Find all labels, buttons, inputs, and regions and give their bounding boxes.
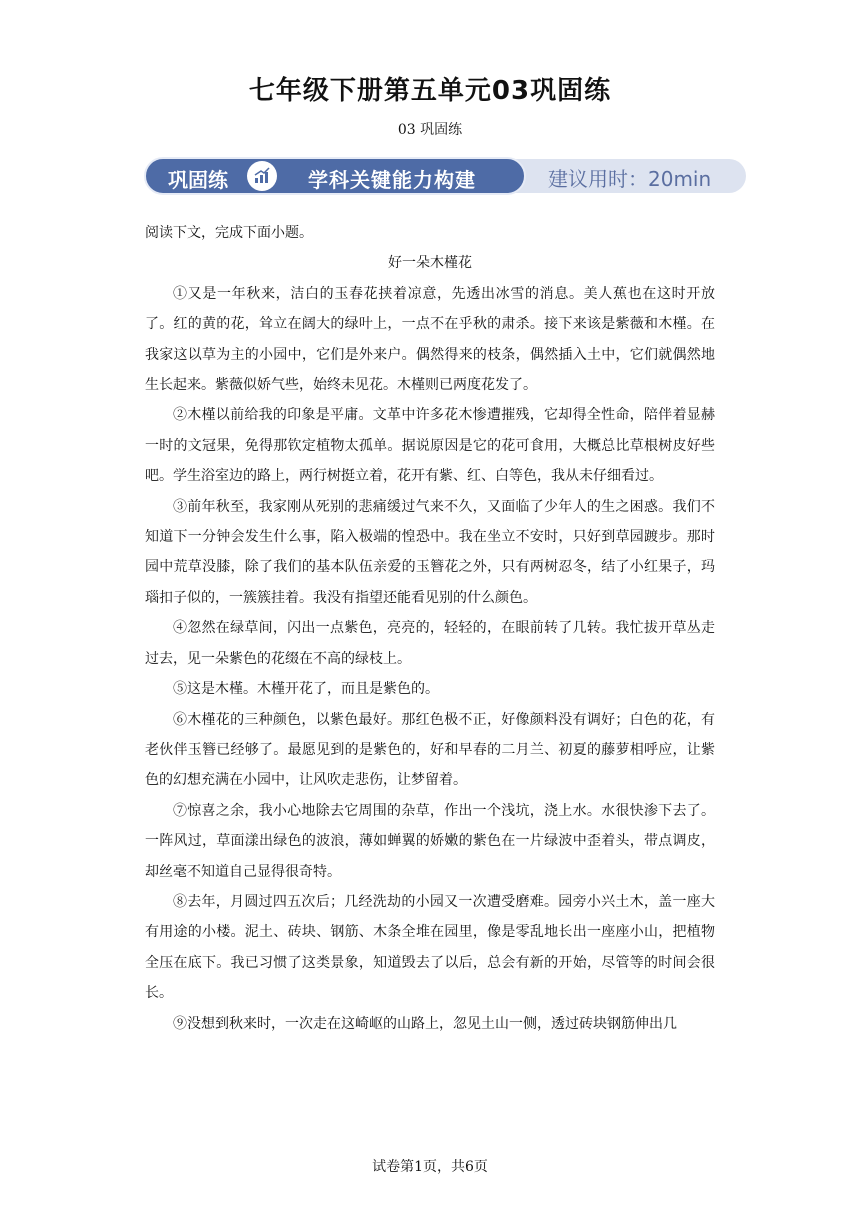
banner-main-text: 学科关键能力构建 <box>308 168 476 192</box>
banner-time-text: 建议用时：20min <box>548 167 712 191</box>
paragraph: ⑦惊喜之余，我小心地除去它周围的杂草，作出一个浅坑，浇上水。水很快渗下去了。一阵风过，草面漾出绿色的波浪，薄如蝉翼的娇嫩的紫色在一片绿波中歪着头，带点调皮，却丝毫不知道自己显得很奇特。 <box>145 802 715 880</box>
paragraph: ③前年秋至，我家刚从死别的悲痛缓过气来不久，又面临了少年人的生之困惑。我们不知道下一分钟会发生什么事，陷入极端的惶恐中。我在坐立不安时，只好到草园踱步。那时园中荒草没膝，除了我们的基本队伍亲爱的玉簪花之外，只有两树忍冬，结了小红果子，玛瑙扣子似的，一簇簇挂着。我没有指望还能看见别的什么颜色。 <box>145 498 715 606</box>
banner-tag: 巩固练 <box>168 168 228 192</box>
paragraph: ⑥木槿花的三种颜色，以紫色最好。那红色极不正，好像颜料没有调好；白色的花，有老伙伴玉簪已经够了。最愿见到的是紫色的，好和早春的二月兰、初夏的藤萝相呼应，让紫色的幻想充满在小园中，让风吹走悲伤，让梦留着。 <box>145 711 715 789</box>
reading-content <box>145 218 715 1039</box>
paragraph: ⑧去年，月圆过四五次后；几经洗劫的小园又一次遭受磨难。园旁小兴土木，盖一座大有用途的小楼。泥土、砖块、钢筋、木条全堆在园里，像是零乱地长出一座座小山，把植物全压在底下。我已习惯了这类景象，知道毁去了以后，总会有新的开始，尽管等的时间会很长。 <box>145 893 715 1002</box>
banner-label-panel <box>144 157 526 195</box>
page-title: 七年级下册第五单元03巩固练 <box>248 76 612 106</box>
section-banner <box>144 157 746 195</box>
instruction-text: 阅读下文，完成下面小题。 <box>145 225 313 241</box>
page-subtitle: 03 巩固练 <box>397 122 463 138</box>
paragraph: ⑨没想到秋来时，一次走在这崎岖的山路上，忽见土山一侧，透过砖块钢筋伸出几 <box>173 1015 677 1032</box>
paragraph: ⑤这是木槿。木槿开花了，而且是紫色的。 <box>173 681 439 698</box>
paragraph: ④忽然在绿草间，闪出一点紫色，亮亮的，轻轻的，在眼前转了几转。我忙拔开草丛走过去，见一朵紫色的花缀在不高的绿枝上。 <box>145 620 715 667</box>
paragraph: ②木槿以前给我的印象是平庸。文革中许多花木惨遭摧残，它却得全性命，陪伴着显赫一时的文冠果，免得那钦定植物太孤单。据说原因是它的花可食用，大概总比草根树皮好些吧。学生浴室边的路上，两行树挺立着，花开有紫、红、白等色，我从未仔细看过。 <box>145 407 715 485</box>
paragraph: ①又是一年秋来，洁白的玉春花挟着凉意，先透出冰雪的消息。美人蕉也在这时开放了。红的黄的花，耸立在阔大的绿叶上，一点不在乎秋的肃杀。接下来该是紫薇和木槿。在我家这以草为主的小园中，它们是外来户。偶然得来的枝条，偶然插入土中，它们就偶然地生长起来。紫薇似娇气些，始终未见花。木槿则已两度花发了。 <box>145 285 715 394</box>
page-footer: 试卷第1页，共6页 <box>372 1159 488 1175</box>
essay-title: 好一朵木槿花 <box>388 255 472 272</box>
chart-growth-icon <box>247 161 277 191</box>
